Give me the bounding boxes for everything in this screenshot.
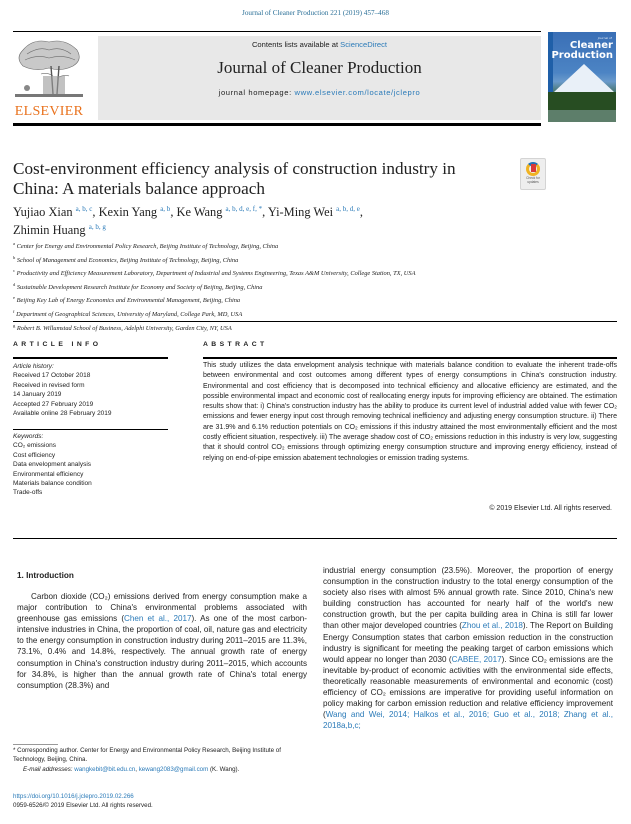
author[interactable] (177, 205, 263, 219)
abstract-text: This study utilizes the data envelopment analysis technique with materials balance condition to evaluate the inherent trade-offs between environmental and cost outcomes among different types of energy consumptions in China's construction industry. Environmental and cost efficiency that is decomposed into technical efficiency and allocative efficiency are estimated, and the possible environmental impact and economic cost of reallocating energy inputs for improving efficiency are obtained. The estimation results show that: i) China's construction industry has the ability to produce its current level of industrial added value with fewer CO₂ emissions and fewer energy input cost through removing technical inefficiency and adjusting energy consumption structure. ii) There are 31.9% and 6.1% reduction potentials on CO₂ emissions if this industry attained the most environmentally efficient and the most costly efficient situation, respectively. iii) The average shadow cost of CO₂ emissions reduction in this industry is very low, suggesting that it should control CO₂ emissions through optimizing energy consumption structure and improving energy efficiency, instead of relying on end-of-pipe emission abatement technologies or emission trading systems. (203, 362, 617, 462)
footnote-text: Corresponding author. Center for Energy and Environmental Policy Research, Beijing Institute of Technology, Beijing, China. (13, 747, 281, 764)
sciencedirect-link[interactable]: ScienceDirect (340, 40, 388, 49)
author-affiliation-marks[interactable]: a, b (160, 205, 171, 213)
keyword-item: Environmental efficiency (13, 470, 84, 478)
contents-prefix: Contents lists available at (251, 40, 341, 49)
footnote-emails (13, 765, 313, 774)
affiliation-item (13, 253, 613, 267)
article-history (13, 362, 193, 418)
citation-link[interactable]: Chen et al., 2017 (124, 614, 192, 624)
abstract-rule (203, 357, 617, 359)
author-separator: , (359, 205, 363, 219)
elsevier-logo[interactable] (13, 36, 85, 120)
email-label: E-mail addresses: (23, 765, 75, 773)
introduction-paragraph-left (17, 591, 307, 691)
affiliation-text: Department of Geographical Sciences, University of Maryland, College Park, MD, USA (16, 310, 243, 318)
footnote-rule (13, 744, 58, 745)
affiliation-item (13, 239, 613, 253)
keyword-item: Trade-offs (13, 489, 43, 497)
introduction-heading: 1. Introduction (17, 571, 74, 580)
cover-title-line1: Cleaner (569, 40, 613, 51)
affiliation-item (13, 307, 613, 321)
history-item: 14 January 2019 (13, 391, 62, 399)
abstract-copyright: © 2019 Elsevier Ltd. All rights reserved. (489, 505, 612, 512)
affiliation-text: Beijing Key Lab of Energy Economics and Environmental Management, Beijing, China (16, 297, 241, 305)
journal-masthead (98, 36, 541, 120)
keyword-item: Cost efficiency (13, 451, 56, 459)
body-text: ). Since CO₂ emissions are the inevitable by-product of economic activities with the environmental side effects, theoretically reasonable measurements of environmental and economic (cost) efficiency of CO₂ emissions are imperative for providing useful information on policy making for carbon emission reduction and relative efficiency improvement ( (323, 654, 613, 720)
cover-water (548, 110, 616, 122)
affiliation-key: g (13, 322, 16, 328)
header-bottom-rule (13, 123, 541, 126)
citation-link[interactable]: Zhou et al., 2018 (461, 621, 523, 631)
citation-link[interactable]: CABEE, 2017 (451, 654, 502, 664)
abstract-bottom-rule (13, 538, 617, 539)
affiliation-key: d (13, 281, 16, 287)
email-separator: , (135, 765, 139, 773)
crossmark-icon (526, 162, 540, 176)
doi-link[interactable]: https://doi.org/10.1016/j.jclepro.2019.02.266 (13, 793, 134, 800)
keywords-rule (13, 429, 168, 430)
doi-block (13, 793, 313, 811)
article-info-rule (13, 357, 168, 359)
body-text: industrial energy consumption (23.5%). Moreover, the proportion of energy consumption in the construction industry to the total energy consumption of the society also rises with almost 5% annual growth rate. Since 2010, China's new building construction has accounted for nearly half of the world's new construction growth, but the per capita building area in China is still far lower than other major developed countries ( (323, 566, 613, 631)
cover-small-text: Journal of (597, 36, 612, 40)
journal-title: Journal of Cleaner Production (217, 58, 422, 77)
email-link[interactable]: kewang2083@gmail.com (138, 765, 209, 773)
cover-trees (548, 92, 616, 110)
keyword-item: Materials balance condition (13, 480, 92, 488)
history-item: Accepted 27 February 2019 (13, 400, 94, 408)
history-item: Received in revised form (13, 381, 85, 389)
author-affiliation-marks[interactable]: a, b, c (75, 205, 93, 213)
footnote-corresponding (13, 746, 313, 765)
author-separator: , (170, 205, 177, 219)
article-info-top-rule (13, 321, 617, 322)
author-name[interactable]: Ke Wang (176, 205, 223, 219)
keywords-list (13, 432, 193, 498)
email-link[interactable]: wangkebit@bit.edu.cn (74, 765, 136, 773)
affiliation-item (13, 280, 613, 294)
abstract-heading: ABSTRACT (203, 341, 268, 348)
journal-homepage-link[interactable]: www.elsevier.com/locate/jclepro (294, 88, 421, 97)
email-suffix: (K. Wang). (208, 765, 240, 773)
cover-title-line2: Production (551, 50, 613, 61)
author[interactable] (99, 205, 171, 219)
body-text: Carbon dioxide (CO₂) emissions derived from energy consumption make a major contribution to China's environmental problems associated with greenhouse gas emissions ( (17, 592, 307, 624)
keywords-label: Keywords: (13, 433, 44, 440)
keyword-item: Data envelopment analysis (13, 461, 92, 469)
article-history-label: Article history: (13, 363, 54, 370)
author-separator: , (92, 205, 99, 219)
check-for-updates-button[interactable] (520, 158, 546, 190)
author-affiliation-marks[interactable]: a, b, g (88, 223, 106, 231)
homepage-prefix: journal homepage: (218, 88, 295, 97)
article-info-heading: ARTICLE INFO (13, 341, 102, 348)
author[interactable] (268, 205, 360, 219)
cover-title (551, 41, 613, 61)
author-list (13, 202, 513, 238)
affiliation-text: Center for Energy and Environmental Policy Research, Beijing Institute of Technology, Beijing, China (16, 243, 279, 250)
affiliation-item (13, 293, 613, 307)
keyword-item: CO₂ emissions (13, 442, 56, 450)
affiliation-text: School of Management and Economics, Beijing Institute of Technology, Beijing, China (16, 256, 239, 264)
affiliation-text: Sustainable Development Research Institute for Economy and Society of Beijing, Beijing, China (16, 283, 263, 291)
contents-line (98, 40, 541, 49)
affiliation-item (13, 321, 613, 335)
affiliation-key: f (13, 308, 15, 314)
author-separator: , (262, 205, 268, 219)
author[interactable] (13, 223, 106, 237)
header-top-rule (13, 31, 541, 32)
author-affiliation-marks[interactable]: a, b, d, e, f, * (225, 205, 263, 213)
running-head[interactable]: Journal of Cleaner Production 221 (2019) 457–468 (242, 9, 389, 17)
crossmark-label (521, 177, 545, 184)
affiliation-key: e (13, 295, 15, 301)
journal-cover-image[interactable] (548, 32, 616, 122)
introduction-paragraph-right (323, 565, 613, 731)
body-text: ). The Report on Building Energy Consumption states that carbon emission reduction in the construction industry is significant for meeting the peaking target of carbon emissions which would appear no longer than 2030 ( (323, 621, 614, 664)
footnote-marker: * (13, 747, 16, 754)
affiliation-key: b (13, 254, 16, 260)
journal-homepage-line (98, 88, 541, 97)
author-name[interactable]: Yi-Ming Wei (267, 205, 334, 219)
crossmark-label-line2: updates (527, 179, 539, 184)
cover-mountain (554, 64, 614, 92)
issn-copyright: 0959-6526/© 2019 Elsevier Ltd. All rights reserved. (13, 801, 153, 809)
affiliation-key: a (13, 241, 15, 246)
article-title: Cost-environment efficiency analysis of construction industry in China: A materials balance approach (13, 159, 456, 198)
author-name[interactable]: Kexin Yang (98, 205, 158, 219)
bookmark-flag-icon (531, 164, 536, 172)
affiliation-text: Robert B. Willumstad School of Business, Adelphi University, Garden City, NY, USA (16, 324, 232, 332)
crossmark-label-line1: Check for (526, 176, 540, 180)
author-name[interactable]: Zhimin Huang (13, 223, 86, 237)
citation-link[interactable]: Wang and Wei, 2014; Halkos et al., 2016; Guo et al., 2018; Zhang et al., 2018a,b,c; (323, 710, 613, 731)
corresponding-author-footnote (13, 746, 313, 774)
author[interactable] (13, 205, 92, 219)
author-affiliation-marks[interactable]: a, b, d, e (336, 205, 360, 213)
history-item: Received 17 October 2018 (13, 372, 91, 380)
affiliation-key: c (13, 268, 15, 274)
affiliation-item (13, 266, 613, 280)
history-item: Available online 28 February 2019 (13, 410, 112, 418)
affiliation-list (13, 239, 613, 334)
affiliation-text: Productivity and Efficiency Measurement Laboratory, Department of Industrial and Systems Engineering, Texas A&M University, College Station, TX, USA (16, 270, 416, 278)
elsevier-tree-icon (13, 36, 85, 102)
body-text: ). As one of the most carbon-intensive industries in China, the proportion of coal, oil, nature gas and electricity to the energy consumption in construction industry during 2011–2015 are 11.3%, 73.1%, 0.4% and 14.8%, respectively. The annual growth rate of energy consumption in China's construction industry during 2011–2015, which accounts for 34.8%, is higher than the annual growth rate of China's total energy consumption (28.3%) and (17, 614, 307, 690)
elsevier-wordmark: ELSEVIER (14, 104, 84, 119)
author-name[interactable]: Yujiao Xian (13, 205, 73, 219)
